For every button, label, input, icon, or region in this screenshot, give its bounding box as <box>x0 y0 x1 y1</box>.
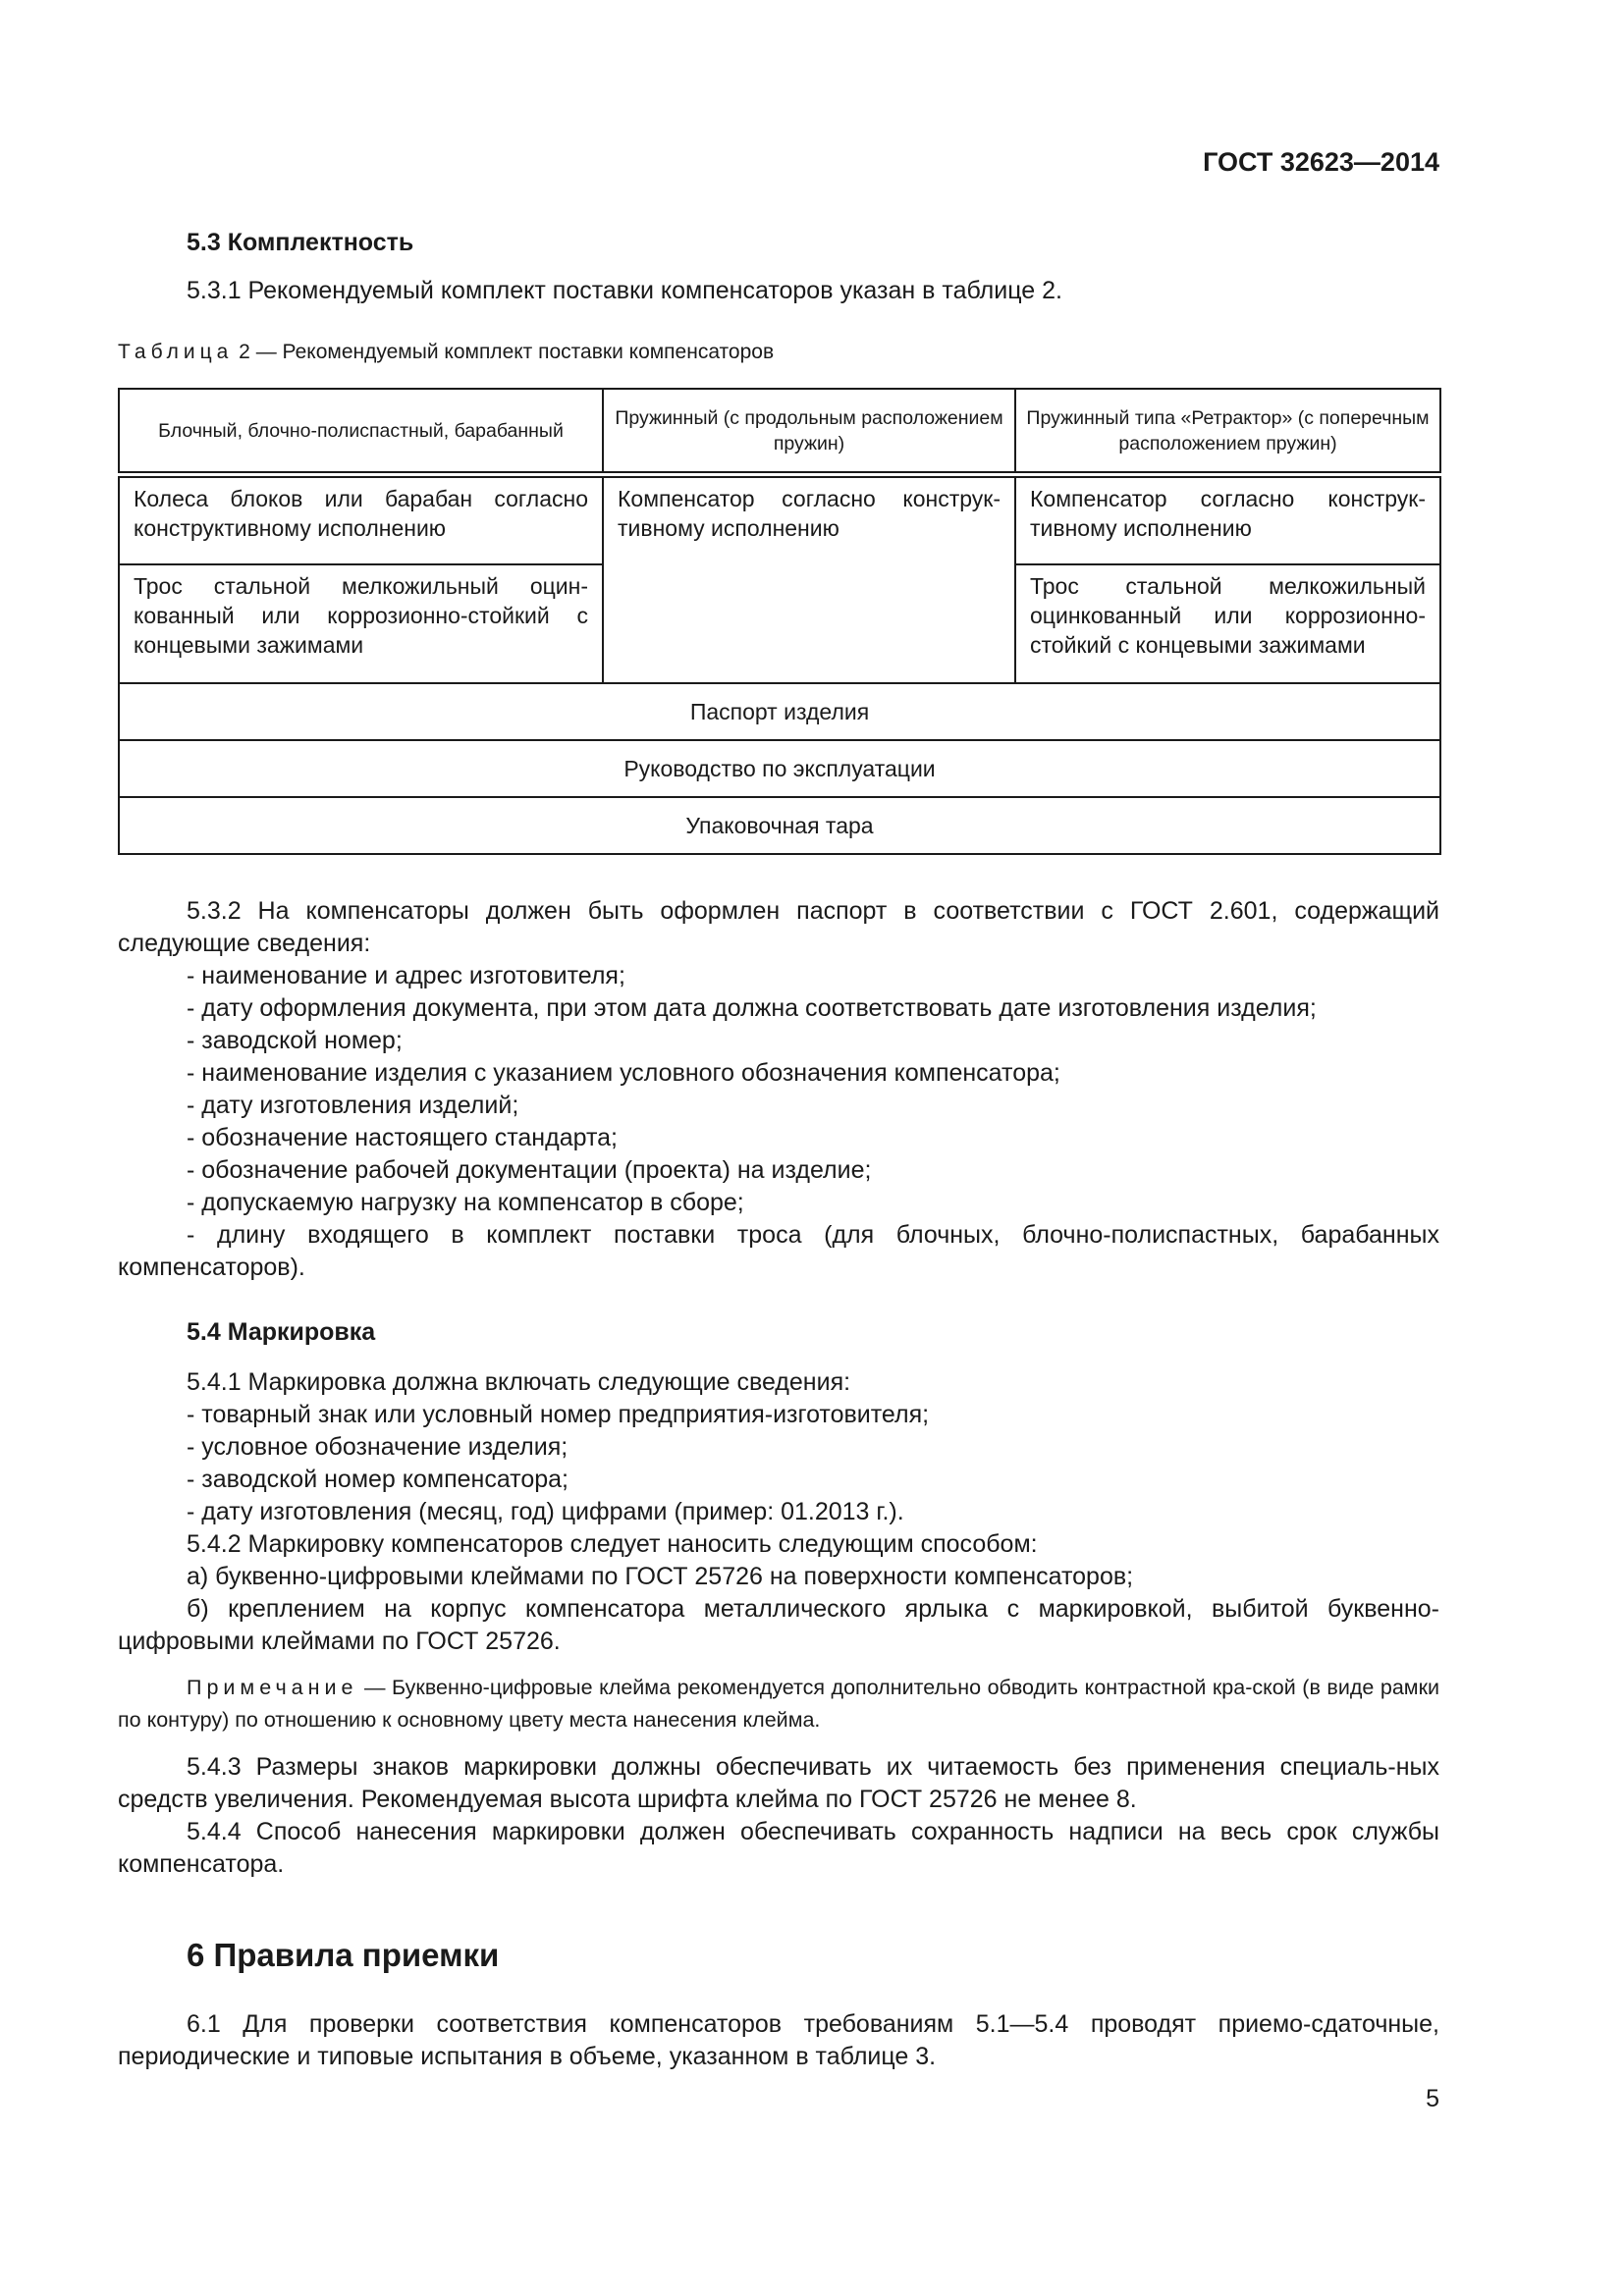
list-item-last: - длину входящего в комплект поставки троса (для блочных, блочно-полиспастных, барабанных компенсаторов). <box>118 1221 1439 1281</box>
paragraph-5-3-1: 5.3.1 Рекомендуемый комплект поставки компенсаторов указан в таблице 2. <box>187 277 1062 304</box>
table-row <box>119 683 1440 740</box>
page-number: 5 <box>1426 2085 1439 2112</box>
list-item: - условное обозначение изделия; <box>187 1433 568 1461</box>
document-page <box>118 0 1439 2296</box>
list-item: - обозначение рабочей документации (проекта) на изделие; <box>187 1156 872 1184</box>
list-item: - дату изготовления (месяц, год) цифрами (пример: 01.2013 г.). <box>187 1498 904 1525</box>
table-header-cell: Пружинный (с продольным расположением пружин) <box>603 389 1015 475</box>
table-cell: Компенсатор согласно конструк-тивному исполнению <box>603 475 1015 683</box>
table-cell: Трос стальной мелкожильный оцин-кованный или коррозионно-стойкий с концевыми зажимами <box>119 564 603 683</box>
table-cell: Паспорт изделия <box>119 683 1440 740</box>
list-item: 5.4.1 Маркировка должна включать следующие сведения: <box>187 1368 851 1396</box>
list-item: - обозначение настоящего стандарта; <box>187 1124 618 1151</box>
list-item: - наименование изделия с указанием условного обозначения компенсатора; <box>187 1059 1060 1087</box>
list-item: - заводской номер компенсатора; <box>187 1466 569 1493</box>
list-item: 5.4.2 Маркировку компенсаторов следует наносить следующим способом: <box>187 1530 1038 1558</box>
list-item: - допускаемую нагрузку на компенсатор в сборе; <box>187 1189 744 1216</box>
paragraph-5-4-4: 5.4.4 Способ нанесения маркировки должен обеспечивать сохранность надписи на весь срок службы компенсатора. <box>118 1818 1439 1878</box>
table-header-cell: Пружинный типа «Ретрактор» (с поперечным расположением пружин) <box>1015 389 1440 475</box>
table-cell: Трос стальной мелкожильный оцинкованный или коррозионно-стойкий с концевыми зажимами <box>1015 564 1440 683</box>
section-5-3-title: 5.3 Комплектность <box>187 229 414 256</box>
table-cell: Компенсатор согласно конструк-тивному исполнению <box>1015 475 1440 564</box>
table-cell: Руководство по эксплуатации <box>119 740 1440 797</box>
table-row <box>119 797 1440 854</box>
list-item: - дату оформления документа, при этом дата должна соответствовать дате изготовления изделия; <box>187 994 1317 1022</box>
section-5-4-title: 5.4 Маркировка <box>187 1318 376 1346</box>
list-item: - наименование и адрес изготовителя; <box>187 962 625 989</box>
table-2-caption: Таблица 2 — Рекомендуемый комплект поставки компенсаторов <box>118 341 775 363</box>
passport-info-list <box>187 960 1439 1219</box>
section-6-title: 6 Правила приемки <box>187 1937 500 1973</box>
table-row <box>119 475 1440 564</box>
table-header-row <box>119 389 1440 475</box>
table-header-cell: Блочный, блочно-полиспастный, барабанный <box>119 389 603 475</box>
list-item: - дату изготовления изделий; <box>187 1092 519 1119</box>
marking-info-list <box>187 1366 1439 1593</box>
table-cell: Упаковочная тара <box>119 797 1440 854</box>
table-cell: Колеса блоков или барабан согласно конструктивному исполнению <box>119 475 603 564</box>
table-row <box>119 740 1440 797</box>
list-item: - товарный знак или условный номер предприятия-изготовителя; <box>187 1401 930 1428</box>
list-item: - заводской номер; <box>187 1027 403 1054</box>
paragraph-5-4-2-b: б) креплением на корпус компенсатора металлического ярлыка с маркировкой, выбитой буквенно-цифровыми клеймами по ГОСТ 25726. <box>118 1595 1439 1655</box>
paragraph-6-1: 6.1 Для проверки соответствия компенсаторов требованиям 5.1—5.4 проводят приемо-сдаточные, периодические и типовые испытания в объеме, указанном в таблице 3. <box>118 2010 1439 2070</box>
paragraph-5-3-2: 5.3.2 На компенсаторы должен быть оформлен паспорт в соответствии с ГОСТ 2.601, содержащий следующие сведения: <box>118 897 1439 957</box>
note: Примечание — Буквенно-цифровые клейма рекомендуется дополнительно обводить контрастной кра-ской (в виде рамки по контуру) по отношению к основному цвету места нанесения клейма. <box>118 1676 1439 1732</box>
paragraph-5-4-3: 5.4.3 Размеры знаков маркировки должны обеспечивать их читаемость без применения специаль-ных средств увеличения. Рекомендуемая высота шрифта клейма по ГОСТ 25726 не менее 8. <box>118 1753 1439 1813</box>
document-code: ГОСТ 32623—2014 <box>1203 147 1439 177</box>
list-item: а) буквенно-цифровыми клеймами по ГОСТ 25726 на поверхности компенсаторов; <box>187 1563 1134 1590</box>
table-2 <box>118 388 1441 855</box>
